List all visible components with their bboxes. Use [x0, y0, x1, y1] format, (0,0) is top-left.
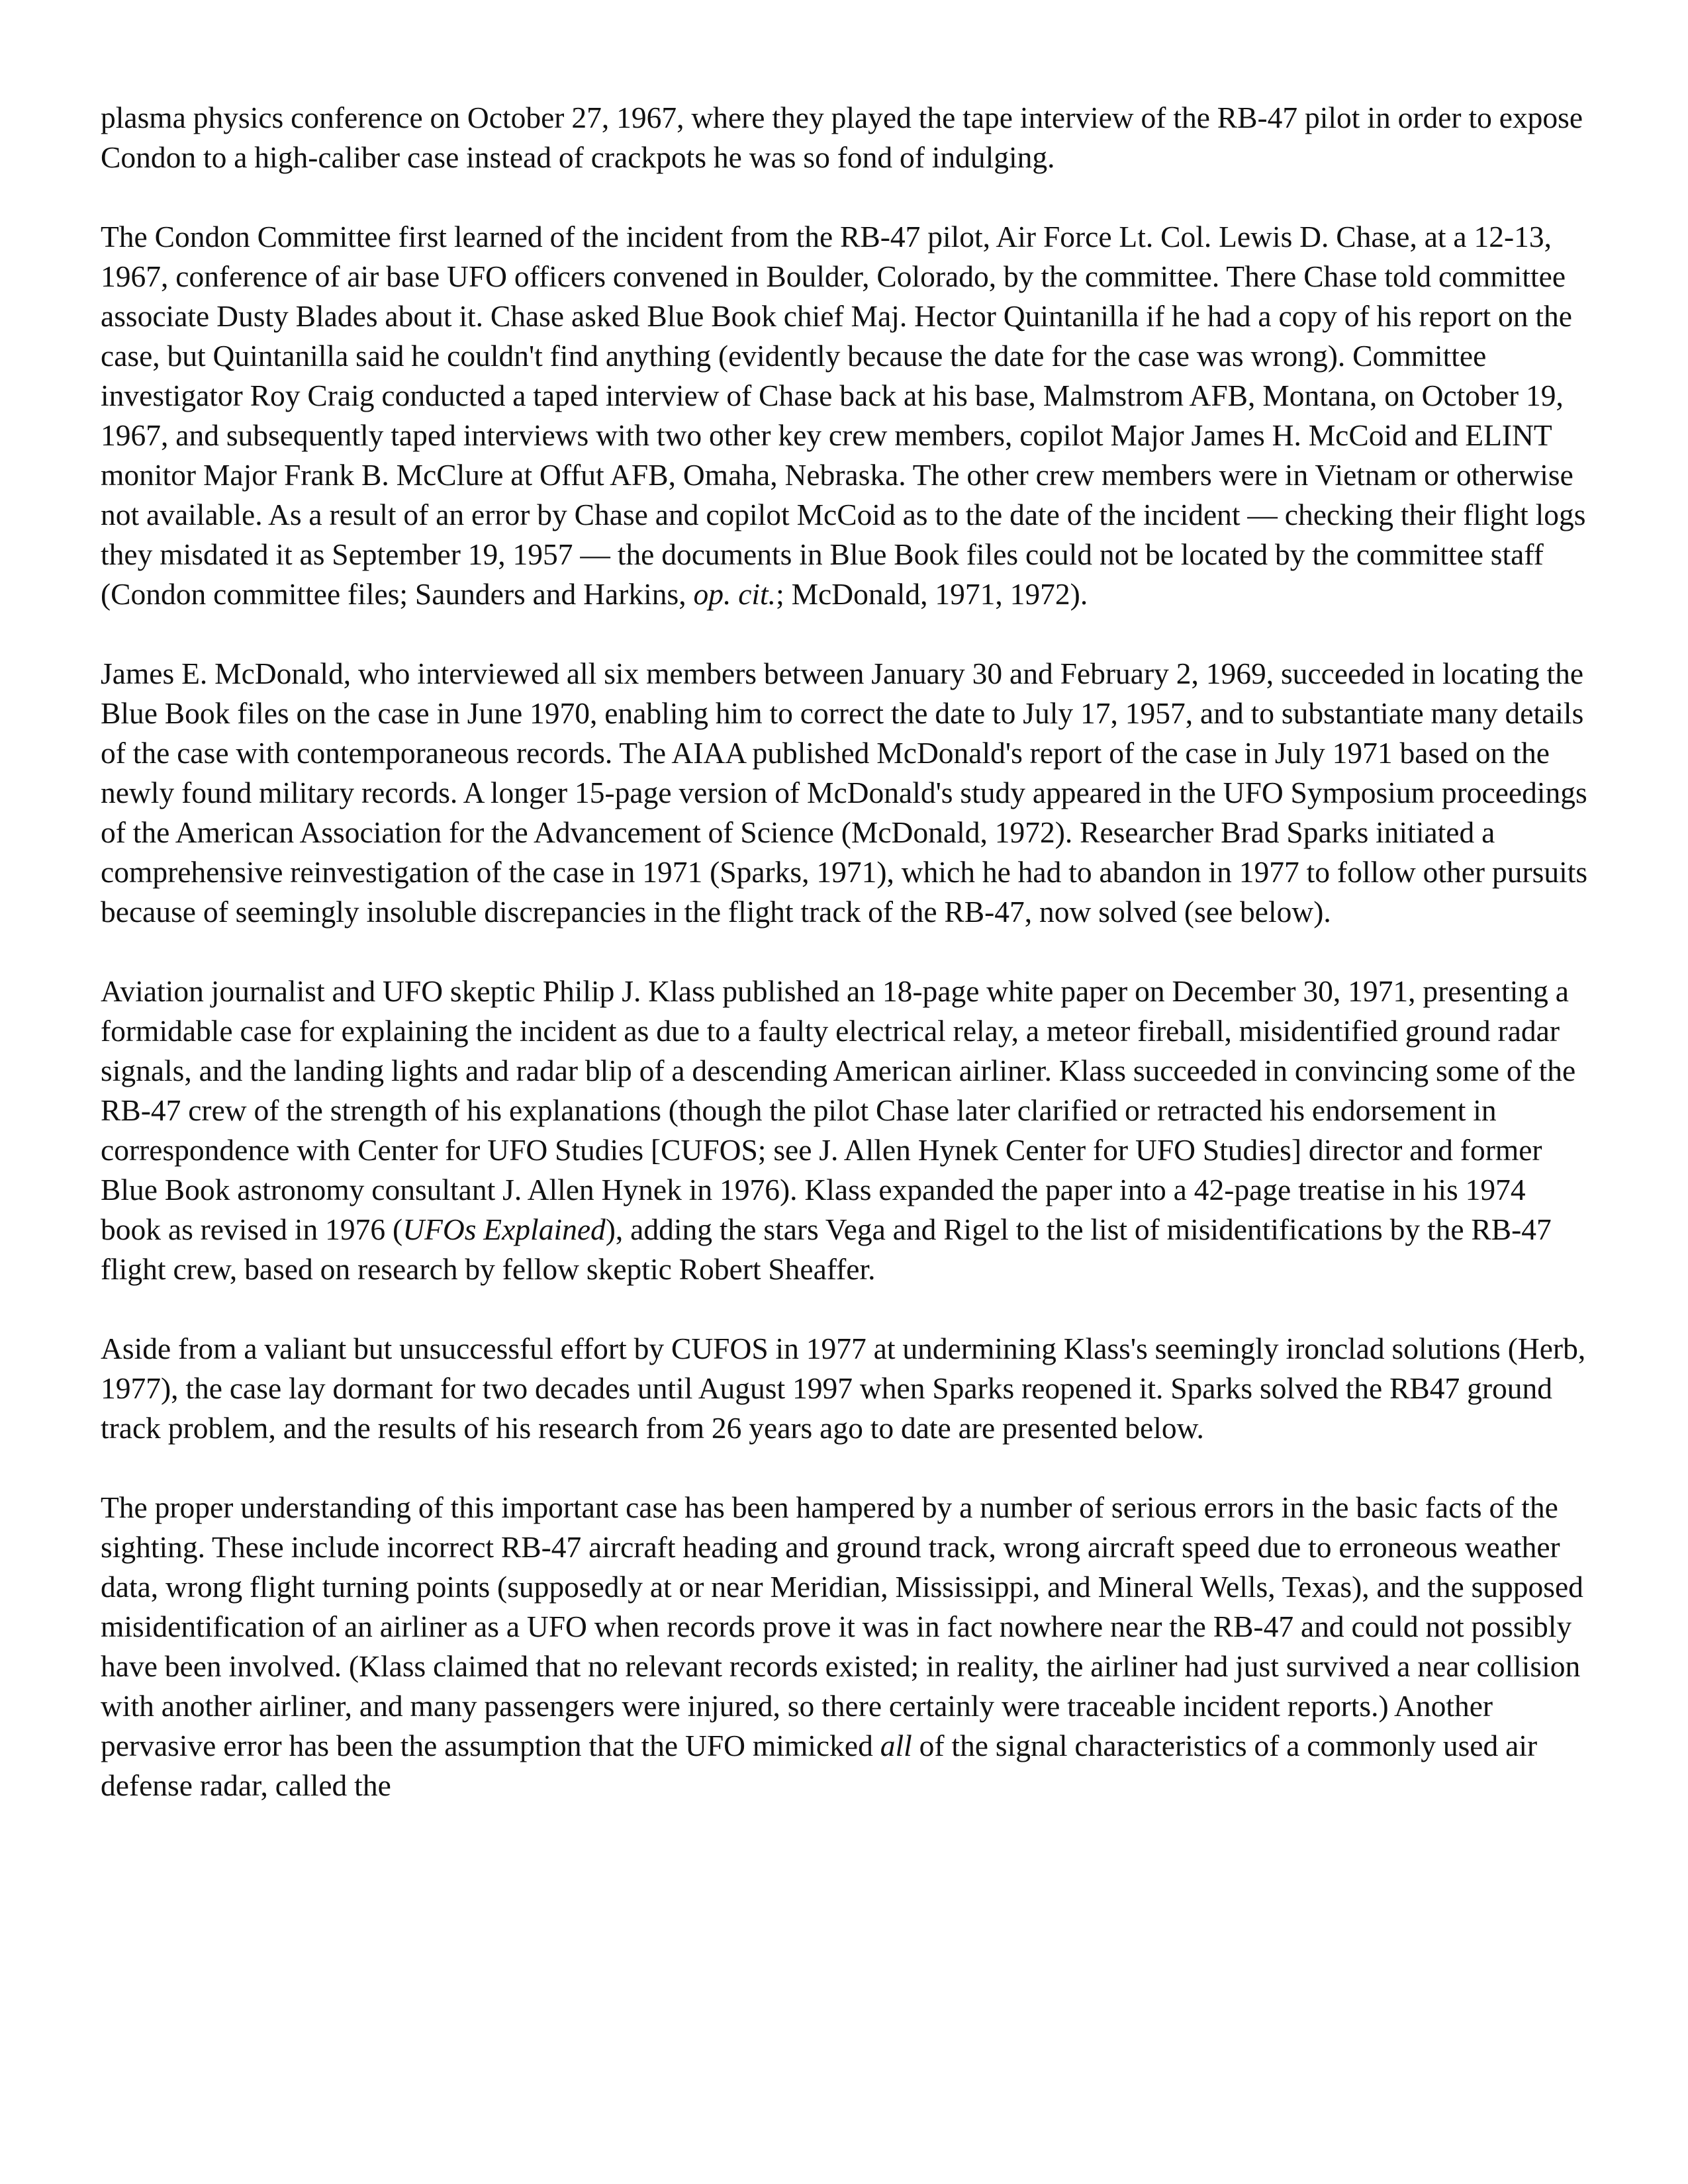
text-segment: ; McDonald, 1971, 1972). [776, 577, 1088, 611]
italic-emphasis: all [880, 1729, 912, 1762]
paragraph-3 [101, 654, 1590, 932]
text-segment: The Condon Committee first learned of the incident from the RB-47 pilot, Air Force Lt. Col. Lewis D. Chase, at a 12-13, 1967, conference of air base UFO officers convened in Boulder, Colorado, by the committee. There Chase told committee associate Dusty Blades about it. Chase asked Blue Book chief Maj. Hector Quintanilla if he had a copy of his report on the case, but Quintanilla said he couldn't find anything (evidently because the date for the case was wrong). Committee investigator Roy Craig conducted a taped interview of Chase back at his base, Malmstrom AFB, Montana, on October 19, 1967, and subsequently taped interviews with two other key crew members, copilot Major James H. McCoid and ELINT monitor Major Frank B. McClure at Offut AFB, Omaha, Nebraska. The other crew members were in Vietnam or otherwise not available. As a result of an error by Chase and copilot McCoid as to the date of the incident — checking their flight logs they misdated it as September 19, 1957 — the documents in Blue Book files could not be located by the committee staff (Condon committee files; Saunders and Harkins, [101, 220, 1586, 611]
italic-citation: op. cit. [693, 577, 776, 611]
text-segment: James E. McDonald, who interviewed all six members between January 30 and February 2, 1969, succeeded in locating the Blue Book files on the case in June 1970, enabling him to correct the date to July 17, 1957, and to substantiate many details of the case with contemporaneous records. The AIAA published McDonald's report of the case in July 1971 based on the newly found military records. A longer 15-page version of McDonald's study appeared in the UFO Symposium proceedings of the American Association for the Advancement of Science (McDonald, 1972). Researcher Brad Sparks initiated a comprehensive reinvestigation of the case in 1971 (Sparks, 1971), which he had to abandon in 1977 to follow other pursuits because of seemingly insoluble discrepancies in the flight track of the RB-47, now solved (see below). [101, 657, 1588, 929]
paragraph-6 [101, 1488, 1590, 1805]
text-segment: The proper understanding of this important case has been hampered by a number of serious errors in the basic facts of the sighting. These include incorrect RB-47 aircraft heading and ground track, wrong aircraft speed due to erroneous weather data, wrong flight turning points (supposedly at or near Meridian, Mississippi, and Mineral Wells, Texas), and the supposed misidentification of an airliner as a UFO when records prove it was in fact nowhere near the RB-47 and could not possibly have been involved. (Klass claimed that no relevant records existed; in reality, the airliner had just survived a near collision with another airliner, and many passengers were injured, so there certainly were traceable incident reports.) Another pervasive error has been the assumption that the UFO mimicked [101, 1490, 1583, 1762]
paragraph-4 [101, 972, 1590, 1289]
paragraph-2 [101, 217, 1590, 614]
text-segment: Aside from a valiant but unsuccessful effort by CUFOS in 1977 at undermining Klass's seemingly ironclad solutions (Herb, 1977), the case lay dormant for two decades until August 1997 when Sparks reopened it. Sparks solved the RB47 ground track problem, and the results of his research from 26 years ago to date are presented below. [101, 1332, 1586, 1445]
text-segment: plasma physics conference on October 27, 1967, where they played the tape interview of the RB-47 pilot in order to expose Condon to a high-caliber case instead of crackpots he was so fond of indulging. [101, 101, 1583, 174]
paragraph-5 [101, 1329, 1590, 1448]
italic-book-title: UFOs Explained [402, 1212, 606, 1246]
text-segment: ), adding the stars Vega and Rigel to the list of misidentifications by the RB-47 flight crew, based on research by fellow skeptic Robert Sheaffer. [101, 1212, 1552, 1286]
text-segment: Aviation journalist and UFO skeptic Philip J. Klass published an 18-page white paper on December 30, 1971, presenting a formidable case for explaining the incident as due to a faulty electrical relay, a meteor fireball, misidentified ground radar signals, and the landing lights and radar blip of a descending American airliner. Klass succeeded in convincing some of the RB-47 crew of the strength of his explanations (though the pilot Chase later clarified or retracted his endorsement in correspondence with Center for UFO Studies [CUFOS; see J. Allen Hynek Center for UFO Studies] director and former Blue Book astronomy consultant J. Allen Hynek in 1976). Klass expanded the paper into a 42-page treatise in his 1974 book as revised in 1976 ( [101, 974, 1576, 1246]
document-page [101, 98, 1590, 1805]
text-segment: of the signal characteristics of a commonly used air defense radar, called the [101, 1729, 1538, 1802]
paragraph-1 [101, 98, 1590, 177]
